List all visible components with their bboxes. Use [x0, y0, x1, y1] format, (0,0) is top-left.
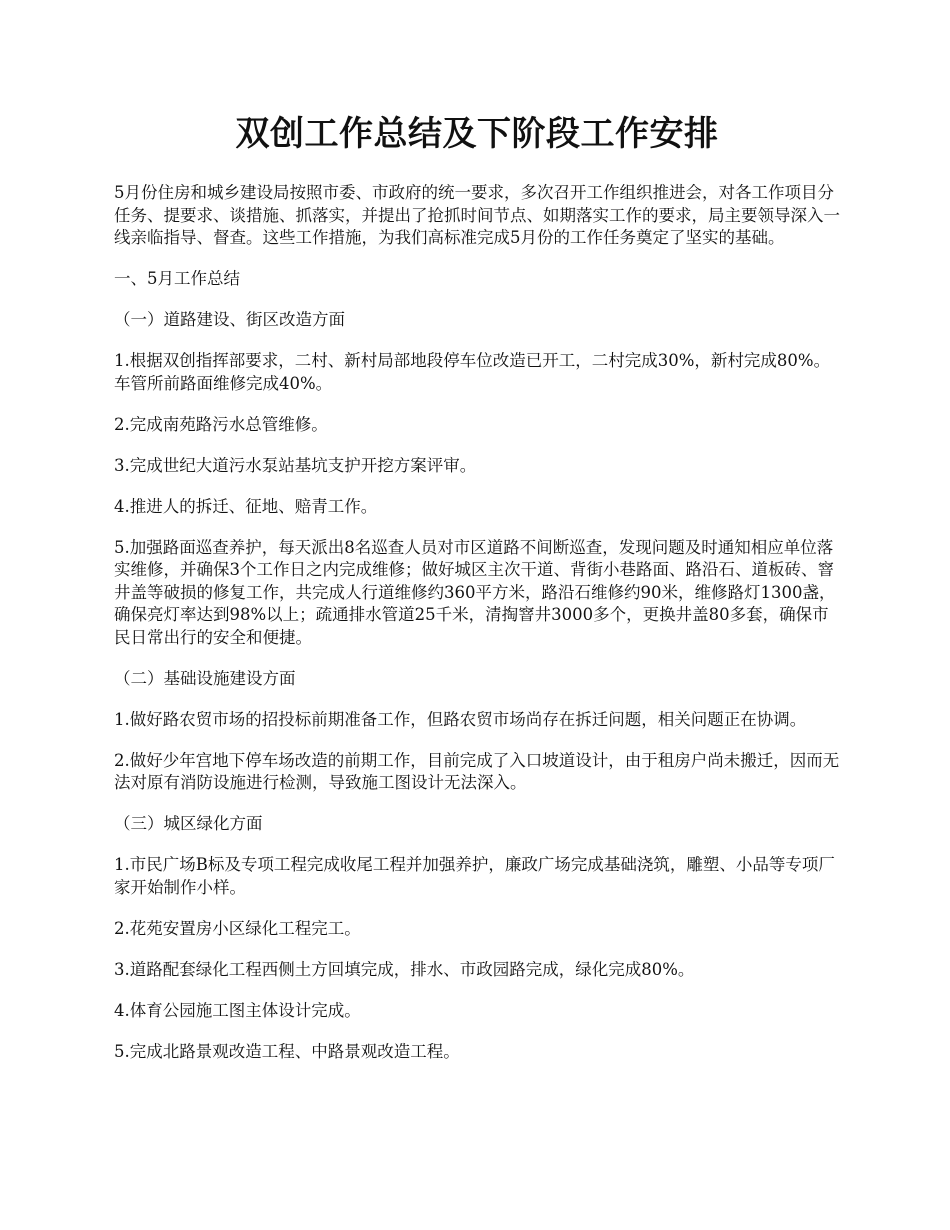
list-item: 3.完成世纪大道污水泵站基坑支护开挖方案评审。 — [114, 455, 477, 475]
list-item: 1.市民广场B标及专项工程完成收尾工程并加强养护，廉政广场完成基础浇筑，雕塑、小品等专项厂家开始制作小样。 — [114, 855, 835, 897]
list-item: 2.做好少年宫地下停车场改造的前期工作，目前完成了入口坡道设计，由于租房户尚未搬迁，因而无法对原有消防设施进行检测，导致施工图设计无法深入。 — [114, 750, 840, 792]
list-item: 5.加强路面巡查养护，每天派出8名巡查人员对市区道路不间断巡查，发现问题及时通知相应单位落实维修，并确保3个工作日之内完成维修；做好城区主次干道、背街小巷路面、路沿石、道板砖、窨井盖等破损的修复工作，共完成人行道维修约360平方米，路沿石维修约90米，维修路灯1300盏，确保亮灯率达到98%以上；疏通排水管道25千米，清掏窨井3000多个，更换井盖80多套，确保市民日常出行的安全和便捷。 — [114, 537, 836, 647]
section-heading-may-summary: 一、5月工作总结 — [114, 269, 240, 288]
list-item: 1.做好路农贸市场的招投标前期准备工作，但路农贸市场尚存在拆迁问题，相关问题正在协调。 — [114, 709, 807, 729]
document-title: 双创工作总结及下阶段工作安排 — [235, 114, 719, 154]
list-item: 1.根据双创指挥部要求，二村、新村局部地段停车位改造已开工，二村完成30%，新村完成80%。车管所前路面维修完成40%。 — [114, 351, 831, 393]
list-item: 2.完成南苑路污水总管维修。 — [114, 414, 328, 434]
subsection-heading-road-construction: （一）道路建设、街区改造方面 — [114, 310, 345, 329]
list-item: 4.体育公园施工图主体设计完成。 — [114, 1000, 361, 1020]
subsection-heading-greening: （三）城区绿化方面 — [114, 814, 263, 833]
list-item: 5.完成北路景观改造工程、中路景观改造工程。 — [114, 1041, 460, 1061]
list-item: 3.道路配套绿化工程西侧土方回填完成，排水、市政园路完成，绿化完成80%。 — [114, 959, 695, 979]
intro-paragraph: 5月份住房和城乡建设局按照市委、市政府的统一要求，多次召开工作组织推进会，对各工作项目分任务、提要求、谈措施、抓落实，并提出了抢抓时间节点、如期落实工作的要求，局主要领导深入一线亲临指导、督查。这些工作措施，为我们高标准完成5月份的工作任务奠定了坚实的基础。 — [114, 183, 840, 247]
list-item: 2.花苑安置房小区绿化工程完工。 — [114, 918, 361, 938]
list-item: 4.推进人的拆迁、征地、赔青工作。 — [114, 496, 378, 516]
subsection-heading-infrastructure: （二）基础设施建设方面 — [114, 668, 296, 688]
